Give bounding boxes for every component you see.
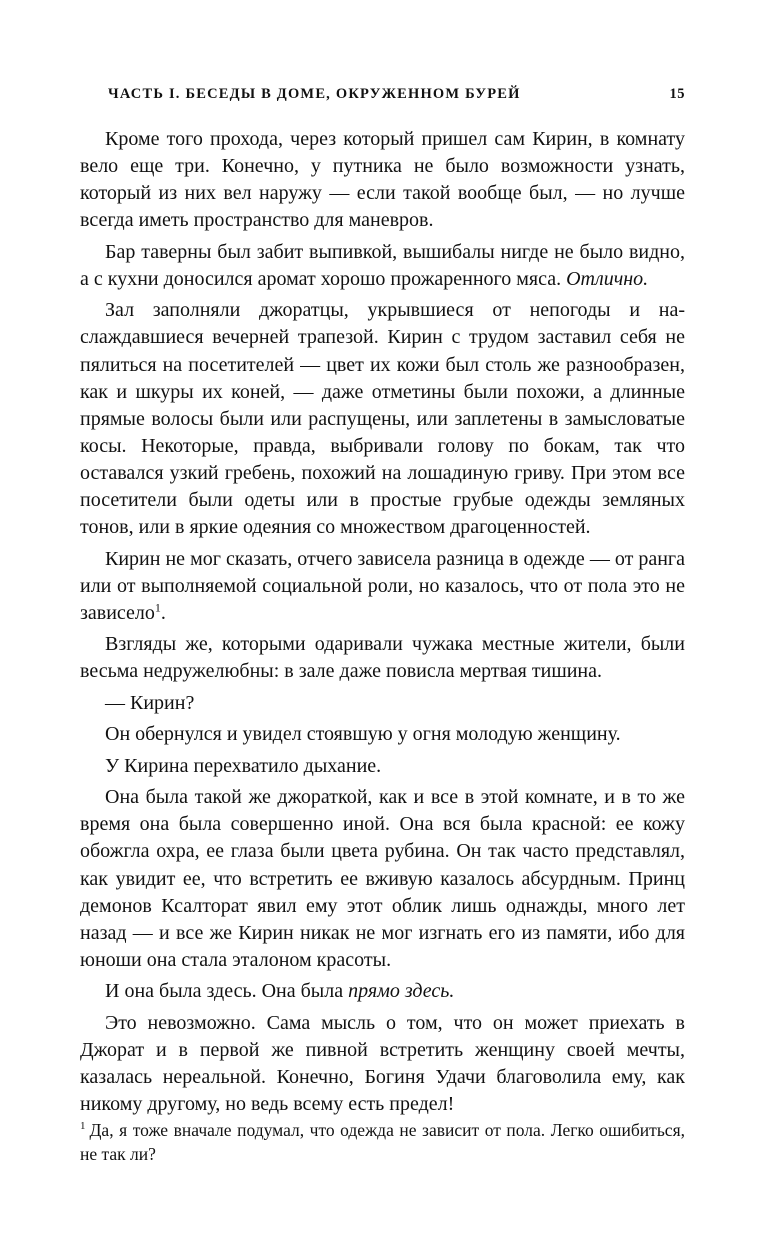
- paragraph: У Кирина перехватило дыхание.: [105, 754, 382, 777]
- footnote-text: $^1$ Да, я тоже вначале подумал, что одежда не зависит от пола. Легко ошибиться, не так ли?: [80, 1120, 685, 1164]
- footnote-mark: 1: [80, 1120, 86, 1133]
- page-number: 15: [669, 86, 685, 102]
- running-head: [80, 86, 685, 110]
- footnote-reference[interactable]: 1: [154, 600, 161, 615]
- footnote: [80, 1118, 685, 1166]
- book-page: [80, 0, 685, 1240]
- paragraph: — Кирин?: [105, 691, 195, 714]
- paragraph: Кроме того прохода, через который пришел сам Кирин, в комнату вело еще три. Конечно, у путника не было возможности узнать, который из них вел наружу — если такой вообще был, — но лучше всегда иметь пространство для маневров.: [80, 128, 685, 232]
- paragraph: Кирин не мог сказать, отчего зависела разница в одежде — от ранга или от выполняемой социальной роли, но казалось, что от пола это не зависело$^1$.: [80, 547, 685, 624]
- paragraph: Он обернулся и увидел стоявшую у огня молодую женщину.: [105, 723, 621, 746]
- paragraph: И она была здесь. Она была прямо здесь.: [105, 980, 455, 1003]
- body-text: [80, 126, 685, 1123]
- paragraph: Бар таверны был забит выпивкой, вышибалы нигде не было видно, а с кухни доносился аромат хорошо прожаренного мяса. Отлично.: [80, 240, 685, 290]
- paragraph: Она была такой же джораткой, как и все в этой комнате, и в то же время она была совершенно иной. Она вся была красной: ее кожу обожгла охра, ее глаза были цвета рубина. Он так часто представлял, как увидит ее, что встретить ее вживую казалось абсурдным. Принц демонов Ксалторат явил ему этот облик лишь однажды, много лет назад — и все же Кирин никак не мог изгнать его из памяти, ибо для юноши она стала эталоном красоты.: [80, 786, 685, 971]
- paragraph: Это невозможно. Сама мысль о том, что он может приехать в Джорат и в первой же пивной встретить женщину своей мечты, казалась нереальной. Конечно, Богиня Удачи благоволила ему, как никому другому, но ведь всему есть предел!: [80, 1011, 685, 1116]
- paragraph: Взгляды же, которыми одаривали чужака местные жители, были весьма недружелюбны: в зале даже повисла мертвая тишина.: [80, 633, 685, 683]
- chapter-title: ЧАСТЬ I. БЕСЕДЫ В ДОМЕ, ОКРУЖЕННОМ БУРЕЙ: [108, 86, 521, 102]
- italic-phrase: Отлично.: [566, 267, 649, 290]
- italic-phrase: прямо здесь.: [348, 980, 455, 1003]
- paragraph: Зал заполняли джоратцы, укрывшиеся от непогоды и наслаждавшиеся вечерней трапезой. Кирин с трудом заставил себя не пялиться на посетителей — цвет их кожи был столь же разнообразен, как и шкуры их коней, — даже отметины были похожи, а длинные прямые волосы были или распущены, или заплетены в замысловатые косы. Некоторые, правда, выбривали голову по бокам, так что оставался узкий гребень, похожий на лошадиную гриву. При этом все посетители были одеты или в простые грубые одежды земляных тонов, или в яркие одеяния со множеством драгоценностей.: [80, 299, 685, 539]
